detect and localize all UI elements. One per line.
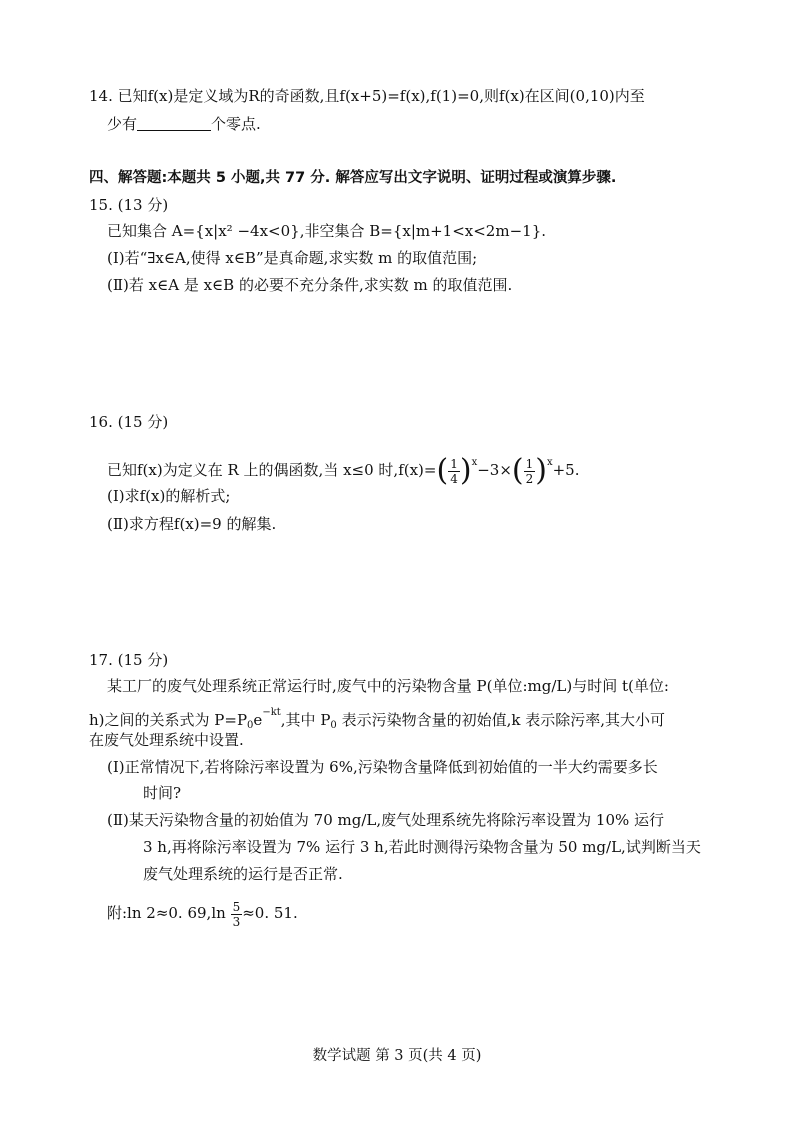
- q17-formula-pre: h)之间的关系式为 P=P: [89, 711, 248, 729]
- q17-formula-e: e: [253, 711, 263, 729]
- q16-stem-post: +5.: [552, 461, 580, 479]
- appendix-post: ≈0. 51.: [242, 904, 298, 922]
- q15-part-2: (Ⅱ)若 x∈A 是 x∈B 的必要不充分条件,求实数 m 的取值范围.: [107, 276, 513, 294]
- q17-appendix: [107, 898, 298, 929]
- exponent-x: x: [546, 457, 553, 468]
- fraction-one-quarter: $\frac{1}{4}$: [450, 456, 458, 486]
- q17-stem-line-3: 在废气处理系统中设置.: [89, 731, 244, 749]
- page-footer: 数学试题 第 3 页(共 4 页): [312, 1048, 482, 1064]
- subscript-zero: 0: [330, 720, 337, 731]
- q17-part-2-line-3: 废气处理系统的运行是否正常.: [143, 865, 343, 883]
- right-paren: ): [535, 453, 547, 488]
- q17-part-1-line-2: 时间?: [143, 784, 182, 802]
- q17-stem-line-1: 某工厂的废气处理系统正常运行时,废气中的污染物含量 P(单位:mg/L)与时间 t(单位:: [107, 677, 669, 695]
- q17-stem-post: 表示污染物含量的初始值,k 表示除污率,其大小可: [336, 711, 665, 729]
- left-paren: (: [436, 453, 449, 488]
- q16-part-2: (Ⅱ)求方程f(x)=9 的解集.: [107, 515, 277, 533]
- q16-stem-pre: 已知f(x)为定义在 R 上的偶函数,当 x≤0 时,f(x)=: [107, 461, 437, 479]
- left-paren: (: [511, 453, 524, 488]
- q17-stem-mid: ,其中 P: [280, 711, 331, 729]
- q15-label: 15. (13 分): [89, 196, 169, 214]
- q14-line-1: 14. 已知f(x)是定义域为R的奇函数,且f(x+5)=f(x),f(1)=0,则f(x)在区间(0,10)内至: [89, 87, 645, 105]
- answer-blank: [137, 116, 211, 131]
- fraction-five-thirds: $\frac{5}{3}$: [232, 899, 241, 929]
- fraction-one-half: $\frac{1}{2}$: [525, 456, 534, 486]
- exponent-minus-kt: −kt: [262, 707, 281, 718]
- q16-stem: [107, 448, 580, 486]
- subscript-zero: 0: [247, 720, 254, 731]
- q14-line-2-pre: 少有: [107, 115, 138, 133]
- q16-label: 16. (15 分): [89, 413, 169, 431]
- q15-part-1: (Ⅰ)若“∃x∈A,使得 x∈B”是真命题,求实数 m 的取值范围;: [107, 249, 478, 267]
- q16-part-1: (Ⅰ)求f(x)的解析式;: [107, 487, 231, 505]
- section-heading: 四、解答题:本题共 5 小题,共 77 分. 解答应写出文字说明、证明过程或演算步骤.: [89, 170, 617, 186]
- q17-part-1-line-1: (Ⅰ)正常情况下,若将除污率设置为 6%,污染物含量降低到初始值的一半大约需要多长: [107, 758, 658, 776]
- q16-stem-mid: −3×: [477, 461, 512, 479]
- q17-part-2-line-2: 3 h,再将除污率设置为 7% 运行 3 h,若此时测得污染物含量为 50 mg/L,试判断当天: [143, 838, 701, 856]
- right-paren: ): [459, 453, 472, 488]
- appendix-pre: 附:ln 2≈0. 69,ln: [107, 904, 231, 922]
- q17-part-2-line-1: (Ⅱ)某天污染物含量的初始值为 70 mg/L,废气处理系统先将除污率设置为 10% 运行: [107, 811, 665, 829]
- q17-label: 17. (15 分): [89, 651, 169, 669]
- q14-line-2: [107, 114, 261, 134]
- exponent-x: x: [471, 457, 478, 468]
- q14-line-2-post: 个零点.: [211, 115, 261, 133]
- q15-stem: 已知集合 A={x|x² −4x<0},非空集合 B={x|m+1<x<2m−1}.: [107, 222, 546, 240]
